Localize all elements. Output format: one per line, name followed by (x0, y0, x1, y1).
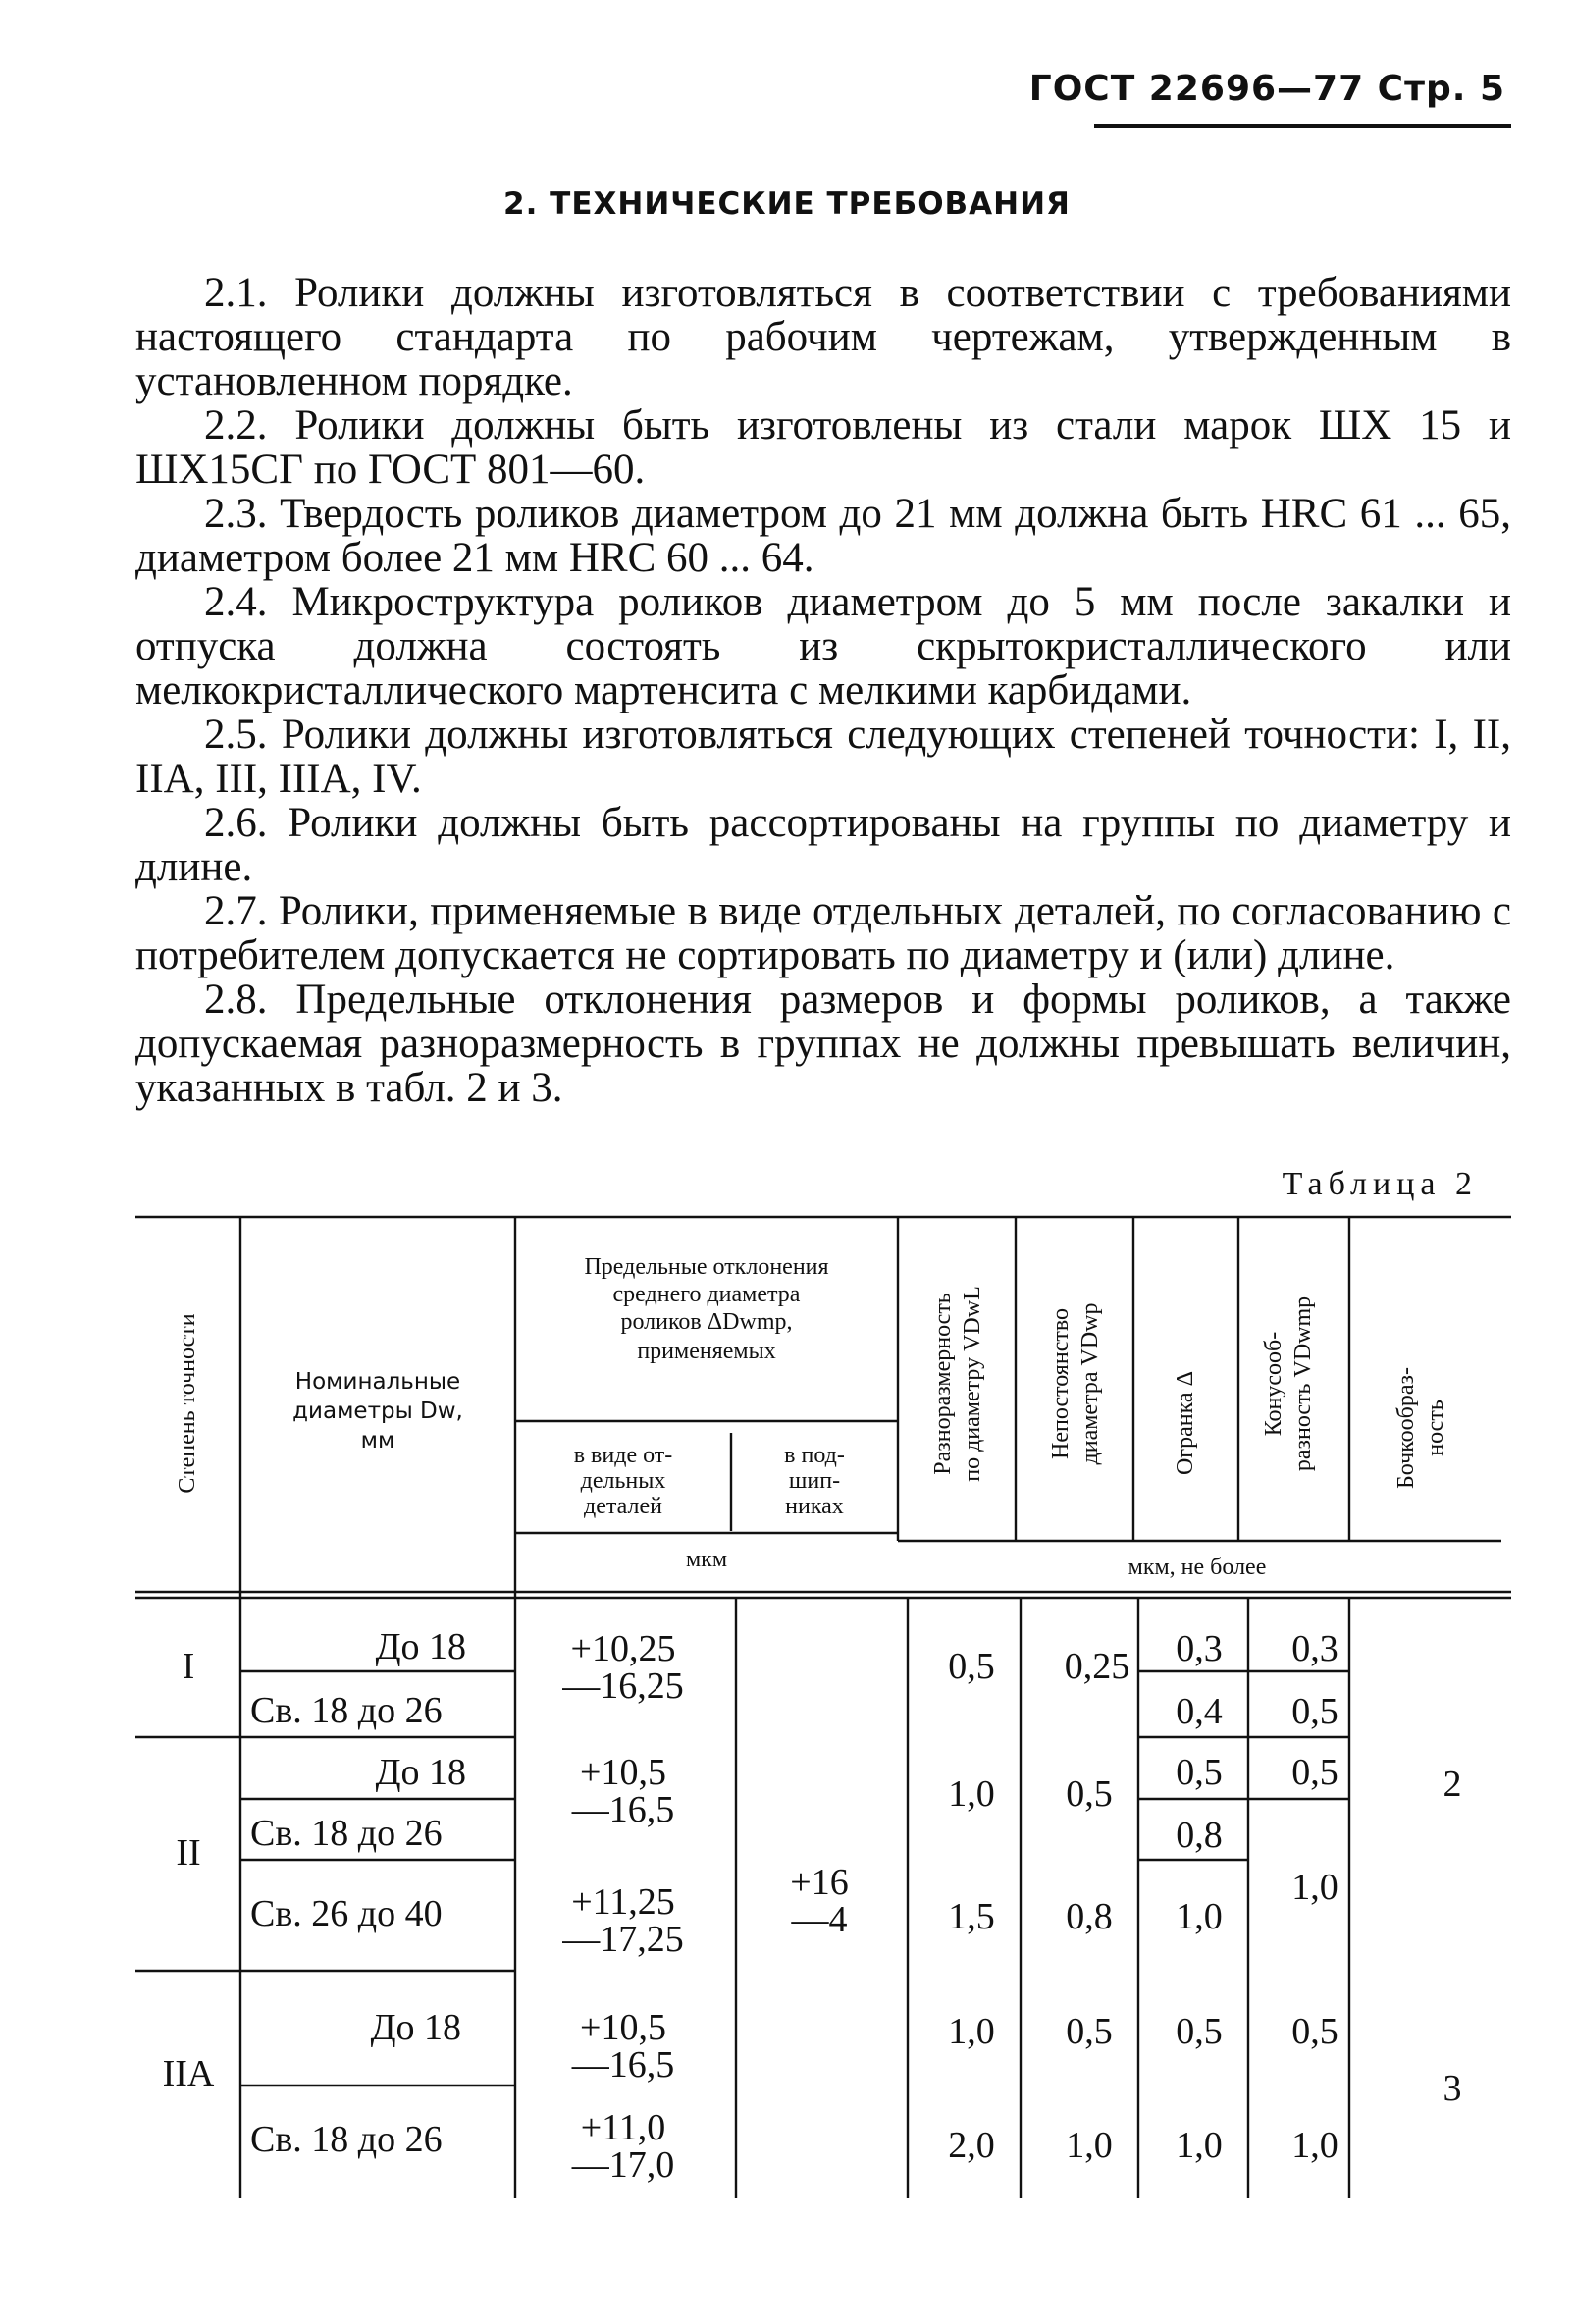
diameter-row-3: До 18 (375, 1752, 466, 1793)
header-separate-3: деталей (584, 1494, 662, 1519)
dev-hi-II-b: +11,25 (571, 1881, 675, 1923)
diameter-row-7: Св. 18 до 26 (250, 2119, 443, 2160)
ogranka-row-7: 1,0 (1176, 2125, 1223, 2166)
section-title: 2. ТЕХНИЧЕСКИЕ ТРЕБОВАНИЯ (503, 186, 1071, 222)
vdwl-row-6: 1,0 (948, 2011, 995, 2052)
header-bearing-3: никах (785, 1494, 844, 1519)
barrel-IIA: 3 (1443, 2068, 1462, 2109)
vdwl-row-7: 2,0 (948, 2125, 995, 2166)
dev-lo-IIA-a: —16,5 (571, 2044, 675, 2086)
header-nominal-2: диаметры Dw, (292, 1399, 463, 1424)
header-separate-2: дельных (580, 1468, 666, 1494)
header-barrel-2: ность (1423, 1400, 1448, 1456)
diameter-row-5: Св. 26 до 40 (250, 1893, 443, 1934)
header-barrel-1: Бочкообраз- (1393, 1366, 1419, 1490)
header-dev-3: роликов ΔDwmp, (620, 1309, 793, 1335)
vdwp-row-6: 0,5 (1066, 2011, 1113, 2052)
vdwp-row-7: 1,0 (1066, 2125, 1113, 2166)
bearing-dev-lo: —4 (791, 1899, 848, 1940)
paragraph-2-4: 2.4. Микроструктура роликов диаметром до 5 мм после закалки и отпуска должна состоять из скрытокристаллического или мелкокристаллического мартенсита с мелкими карбидами. (135, 579, 1511, 713)
dev-hi-I: +10,25 (570, 1628, 676, 1669)
dev-lo-I: —16,25 (562, 1665, 684, 1707)
paragraph-2-6: 2.6. Ролики должны быть рассортированы на группы по диаметру и длине. (135, 800, 1511, 890)
dev-hi-II-a: +10,5 (580, 1752, 666, 1793)
ogranka-row-6: 0,5 (1176, 2011, 1223, 2052)
header-dev-4: применяемых (637, 1339, 776, 1364)
vdwp-row-1: 0,25 (1064, 1646, 1130, 1687)
ogranka-row-5: 1,0 (1176, 1896, 1223, 1937)
header-grade: Степень точности (175, 1313, 200, 1494)
paragraph-2-5: 2.5. Ролики должны изготовляться следующих степеней точности: I, II, IIA, III, IIIA, IV. (135, 712, 1511, 802)
ogranka-row-4: 0,8 (1176, 1815, 1223, 1856)
header-nominal-1: Номинальные (294, 1369, 461, 1395)
header-bearing-2: шип- (788, 1468, 841, 1494)
paragraph-2-8: 2.8. Предельные отклонения размеров и формы роликов, а также допускаемая разноразмерность в группах не должны превышать величин, указанных в табл. 2 и 3. (135, 977, 1511, 1111)
dev-lo-II-b: —17,25 (562, 1919, 684, 1960)
taper-row-1: 0,3 (1291, 1628, 1338, 1669)
header-separate-1: в виде от- (573, 1443, 673, 1468)
header-var-dia-2: по диаметру VDwL (960, 1286, 985, 1482)
dev-lo-IIA-b: —17,0 (571, 2144, 675, 2186)
header-unit-mkm-max: мкм, не более (1128, 1555, 1267, 1580)
paragraph-2-7: 2.7. Ролики, применяемые в виде отдельных деталей, по согласованию с потребителем допускается не сортировать по диаметру и (или) длине. (135, 888, 1511, 978)
header-var-dia-1: Разноразмерность (930, 1293, 956, 1475)
vdwl-row-1: 0,5 (948, 1646, 995, 1687)
paragraph-2-1: 2.1. Ролики должны изготовляться в соответствии с требованиями настоящего стандарта по рабочим чертежам, утвержденным в установленном порядке. (135, 270, 1511, 404)
taper-row-5: 1,0 (1291, 1867, 1338, 1908)
header-taper-1: Конусооб- (1261, 1331, 1286, 1437)
header-unit-mkm: мкм (685, 1547, 728, 1572)
header-bearing-1: в под- (784, 1443, 845, 1468)
header-inconstancy-1: Непостоянство (1048, 1308, 1074, 1459)
taper-row-7: 1,0 (1291, 2125, 1338, 2166)
header-taper-2: разность VDwmp (1290, 1295, 1316, 1472)
ogranka-row-1: 0,3 (1176, 1628, 1223, 1669)
taper-row-2: 0,5 (1291, 1691, 1338, 1732)
taper-row-6: 0,5 (1291, 2011, 1338, 2052)
header-ogranka: Огранка Δ (1173, 1370, 1198, 1476)
vdwl-row-5: 1,5 (948, 1896, 995, 1937)
taper-row-3: 0,5 (1291, 1752, 1338, 1793)
vdwp-row-5: 0,8 (1066, 1896, 1113, 1937)
barrel-II: 2 (1443, 1764, 1462, 1805)
header-dev-1: Предельные отклонения (584, 1254, 829, 1280)
bearing-dev-hi: +16 (790, 1862, 849, 1903)
vdwl-row-3: 1,0 (948, 1773, 995, 1815)
dev-hi-IIA-a: +10,5 (580, 2007, 666, 2048)
paragraph-2-3: 2.3. Твердость роликов диаметром до 21 мм должна быть HRC 61 ... 65, диаметром более 21 мм HRC 60 ... 64. (135, 491, 1511, 581)
paragraph-2-2: 2.2. Ролики должны быть изготовлены из стали марок ШХ 15 и ШХ15СГ по ГОСТ 801—60. (135, 402, 1511, 493)
grade-IIA: IIA (162, 2053, 215, 2094)
dev-lo-II-a: —16,5 (571, 1789, 675, 1830)
diameter-row-6: До 18 (370, 2007, 461, 2048)
dev-hi-IIA-b: +11,0 (580, 2107, 666, 2148)
page-header: ГОСТ 22696—77 Стр. 5 (1028, 69, 1505, 109)
table-caption: Таблица 2 (1282, 1166, 1478, 1202)
ogranka-row-3: 0,5 (1176, 1752, 1223, 1793)
diameter-row-1: До 18 (375, 1626, 466, 1667)
diameter-row-2: Св. 18 до 26 (250, 1690, 443, 1731)
header-nominal-3: мм (360, 1428, 395, 1453)
header-inconstancy-2: диаметра VDwp (1077, 1302, 1103, 1465)
ogranka-row-2: 0,4 (1176, 1691, 1223, 1732)
vdwp-row-3: 0,5 (1066, 1773, 1113, 1815)
diameter-row-4: Св. 18 до 26 (250, 1813, 443, 1854)
grade-II: II (176, 1832, 201, 1874)
grade-I: I (182, 1646, 195, 1687)
header-dev-2: среднего диаметра (612, 1282, 801, 1307)
